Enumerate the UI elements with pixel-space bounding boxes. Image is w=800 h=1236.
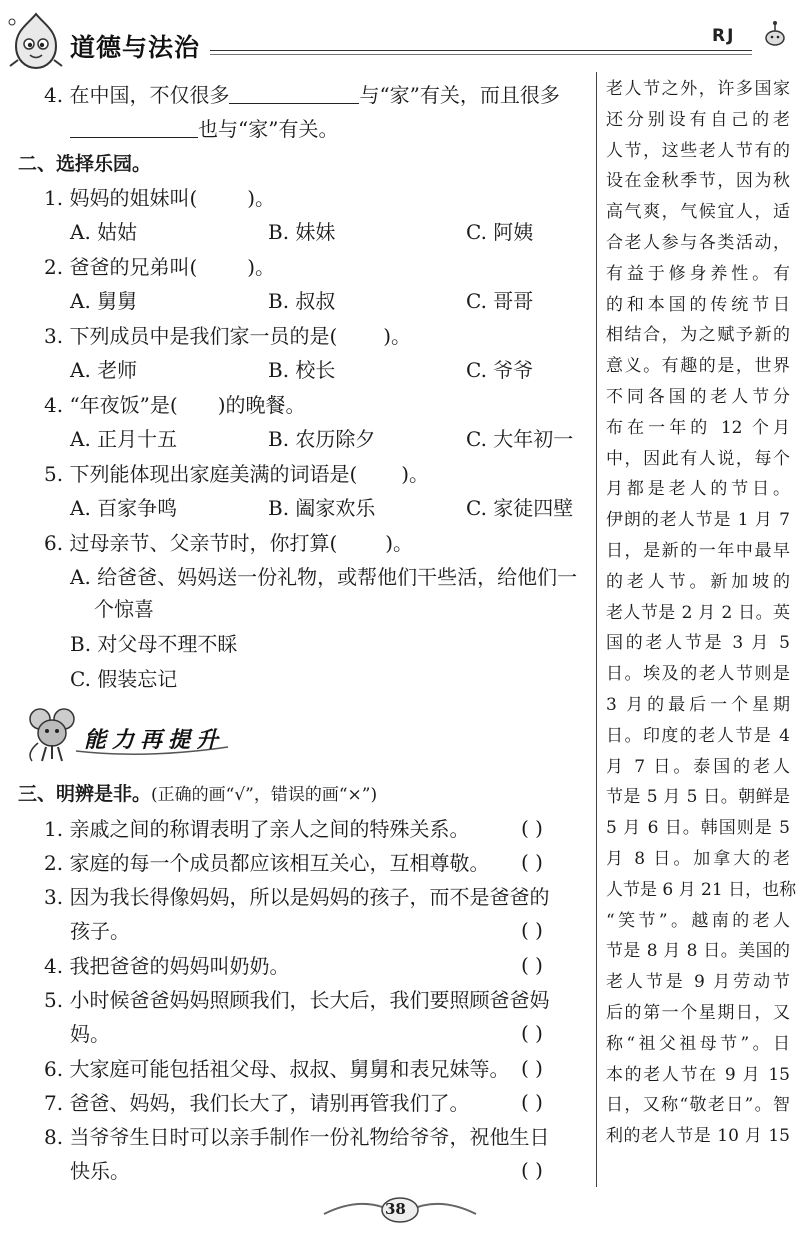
sidebar-line: 节是 8 月 8 日。美国的 (606, 941, 790, 962)
answer-blank-2[interactable] (70, 118, 198, 138)
fill-q4-part3: 也与“家”有关。 (198, 117, 339, 141)
sidebar-line: 月都是老人的节日。 (606, 479, 790, 500)
sidebar-line: 老人节之外，许多国家 (606, 79, 790, 99)
choice-q6-option-a-cont: 个惊喜 (94, 597, 154, 621)
judge-answer-7[interactable]: ( ) (521, 1090, 543, 1114)
judge-item-6: 6. 大家庭可能包括祖父母、叔叔、舅舅和表兄妹等。 (44, 1057, 510, 1081)
ability-banner (16, 703, 236, 765)
judge-item-2: 2. 家庭的每一个成员都应该相互关心，互相尊敬。 (44, 851, 490, 875)
header-rule-thin (210, 54, 752, 55)
mascot-icon (6, 10, 66, 72)
judge-answer-2[interactable]: ( ) (521, 850, 543, 874)
choice-q1-option-a[interactable]: A. 姑姑 (70, 220, 138, 244)
sidebar-line: 月 7 日。泰国的老人 (606, 756, 790, 777)
section-3-note: (正确的画“√”，错误的画“×”) (151, 785, 378, 805)
judge-item-5: 5. 小时候爸爸妈妈照顾我们，长大后，我们要照顾爸爸妈 (44, 988, 550, 1012)
choice-q1-option-b[interactable]: B. 妹妹 (268, 220, 336, 244)
judge-item-8: 8. 当爷爷生日时可以亲手制作一份礼物给爷爷，祝他生日 (44, 1125, 550, 1149)
sidebar-line: 设在金秋季节，因为秋 (606, 171, 790, 192)
fill-question-4 (44, 82, 560, 108)
choice-q4-stem: 4. “年夜饭”是( )的晚餐。 (44, 393, 306, 417)
page-number: 38 (385, 1200, 406, 1218)
fill-q4-part1: 4. 在中国，不仅很多 (44, 83, 230, 107)
judge-answer-3[interactable]: ( ) (521, 918, 543, 942)
sidebar-line: 人节，这些老人节有的 (606, 140, 790, 161)
choice-q3-option-a[interactable]: A. 老师 (70, 358, 138, 382)
judge-answer-1[interactable]: ( ) (521, 816, 543, 840)
section-2-title: 二、选择乐园。 (18, 153, 152, 175)
choice-q6-option-b[interactable]: B. 对父母不理不睬 (70, 632, 238, 656)
sidebar-divider (596, 72, 597, 1187)
judge-item-7: 7. 爸爸、妈妈，我们长大了，请别再管我们了。 (44, 1091, 470, 1115)
edition-label: RJ (712, 26, 736, 46)
sidebar-line: 日。埃及的老人节则是 (606, 664, 790, 685)
fill-question-4-line2 (70, 116, 338, 142)
choice-q5-option-a[interactable]: A. 百家争鸣 (70, 496, 178, 520)
choice-q2-option-a[interactable]: A. 舅舅 (70, 289, 138, 313)
choice-q5-option-b[interactable]: B. 阖家欢乐 (268, 496, 376, 520)
choice-q6-option-a[interactable]: A. 给爸爸、妈妈送一份礼物，或帮他们干些活，给他们一 (70, 565, 578, 589)
choice-q2-option-b[interactable]: B. 叔叔 (268, 289, 336, 313)
sidebar-line: 中，因此有人说，每个 (606, 448, 790, 469)
answer-blank-1[interactable] (229, 84, 359, 104)
sidebar-line: 不同各国的老人节分 (606, 386, 790, 407)
sidebar-line: 有益于修身养性。有 (606, 263, 790, 284)
judge-item-3-cont: 孩子。 (70, 919, 130, 943)
choice-q5-option-c[interactable]: C. 家徒四壁 (466, 496, 574, 520)
judge-answer-4[interactable]: ( ) (521, 953, 543, 977)
choice-q5-stem: 5. 下列能体现出家庭美满的词语是( )。 (44, 462, 430, 486)
choice-q1-stem: 1. 妈妈的姐妹叫( )。 (44, 186, 276, 210)
choice-q3-option-c[interactable]: C. 爷爷 (466, 358, 534, 382)
sidebar-line: 利的老人节是 10 月 15 (606, 1126, 790, 1147)
sidebar-line: 合老人参与各类活动， (606, 232, 790, 253)
fill-q4-part2: 与“家”有关，而且很多 (359, 83, 560, 107)
judge-answer-6[interactable]: ( ) (521, 1056, 543, 1080)
sidebar-line: 意义。有趣的是，世界 (606, 356, 790, 377)
sidebar-line: 日，又称“敬老日”。智 (606, 1095, 790, 1116)
judge-answer-5[interactable]: ( ) (521, 1021, 543, 1045)
choice-q4-option-a[interactable]: A. 正月十五 (70, 427, 178, 451)
sidebar-line: 老人节是 9 月劳动节 (606, 972, 790, 993)
sidebar-line: 高气爽，气候宜人，适 (606, 202, 790, 223)
sidebar-line: 日，是新的一年中最早 (606, 540, 790, 561)
choice-q3-option-b[interactable]: B. 校长 (268, 358, 336, 382)
sidebar-line: 布在一年的 12 个月 (606, 417, 790, 438)
sidebar-line: 相结合，为之赋予新的 (606, 325, 790, 346)
sidebar-line: 国的老人节是 3 月 5 (606, 633, 790, 654)
sidebar-line: 的老人节。新加坡的 (606, 571, 790, 592)
sidebar-reading (606, 74, 797, 1152)
sidebar-line: 称“祖父祖母节”。日 (606, 1033, 790, 1054)
section-3-title: 三、明辨是非。(正确的画“√”，错误的画“×”) (18, 783, 378, 805)
choice-q1-option-c[interactable]: C. 阿姨 (466, 220, 534, 244)
sidebar-line: 老人节是 2 月 2 日。英 (606, 602, 790, 623)
sidebar-line: “笑节”。越南的老人 (606, 910, 790, 931)
sidebar-line: 月 8 日。加拿大的老 (606, 848, 790, 869)
judge-answer-8[interactable]: ( ) (521, 1158, 543, 1182)
sidebar-line: 日。印度的老人节是 4 (606, 725, 790, 746)
judge-item-5-cont: 妈。 (70, 1022, 110, 1046)
judge-item-3: 3. 因为我长得像妈妈，所以是妈妈的孩子，而不是爸爸的 (44, 885, 550, 909)
choice-q6-stem: 6. 过母亲节、父亲节时，你打算( )。 (44, 531, 414, 555)
header-rule (210, 50, 752, 51)
ornament-icon (760, 20, 790, 50)
choice-q2-stem: 2. 爸爸的兄弟叫( )。 (44, 255, 276, 279)
choice-q6-option-c[interactable]: C. 假装忘记 (70, 667, 178, 691)
choice-q2-option-c[interactable]: C. 哥哥 (466, 289, 534, 313)
judge-item-8-cont: 快乐。 (70, 1159, 130, 1183)
sidebar-line: 伊朗的老人节是 1 月 7 (606, 510, 790, 531)
choice-q4-option-c[interactable]: C. 大年初一 (466, 427, 574, 451)
sidebar-line: 后的第一个星期日，又 (606, 1002, 790, 1023)
page-header (0, 0, 800, 80)
sidebar-line: 3 月的最后一个星期 (606, 694, 790, 715)
sidebar-line: 节是 5 月 5 日。朝鲜是 (606, 787, 790, 808)
sidebar-line: 还分别设有自己的老 (606, 109, 790, 130)
choice-q3-stem: 3. 下列成员中是我们家一员的是( )。 (44, 324, 412, 348)
sidebar-line: 本的老人节在 9 月 15 (606, 1064, 790, 1085)
judge-item-1: 1. 亲戚之间的称谓表明了亲人之间的特殊关系。 (44, 817, 470, 841)
mouse-icon (30, 709, 74, 761)
sidebar-line: 人节是 6 月 21 日，也称 (606, 879, 797, 900)
judge-item-4: 4. 我把爸爸的妈妈叫奶奶。 (44, 954, 290, 978)
choice-q4-option-b[interactable]: B. 农历除夕 (268, 427, 376, 451)
sidebar-line: 的和本国的传统节日 (606, 294, 790, 315)
subject-title: 道德与法治 (70, 33, 201, 62)
sidebar-line: 5 月 6 日。韩国则是 5 (606, 818, 790, 839)
banner-text: 能力再提升 (84, 728, 225, 753)
